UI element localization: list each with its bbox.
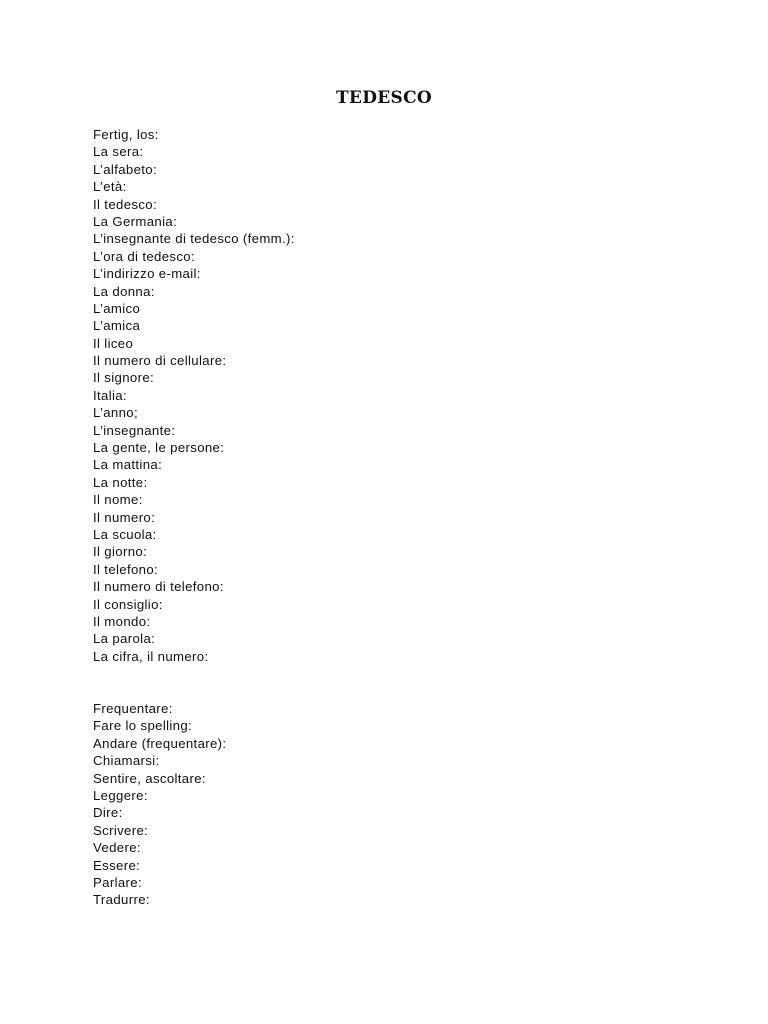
list-item: Andare (frequentare): bbox=[93, 735, 227, 751]
page-title bbox=[0, 86, 768, 110]
list-item: Il signore: bbox=[93, 370, 155, 386]
list-item: Essere: bbox=[93, 857, 141, 873]
list-item: L’indirizzo e-mail: bbox=[93, 266, 201, 282]
list-item: Fare lo spelling: bbox=[93, 718, 193, 734]
list-item: La cifra, il numero: bbox=[93, 648, 209, 664]
list-item: Il giorno: bbox=[93, 544, 148, 560]
list-item: Il tedesco: bbox=[93, 196, 157, 212]
list-item: L’insegnante di tedesco (femm.): bbox=[93, 231, 295, 247]
list-item: Il mondo: bbox=[93, 613, 151, 629]
page-title-text: TEDESCO bbox=[335, 88, 433, 108]
list-item: Vedere: bbox=[93, 840, 141, 856]
list-item: L’anno; bbox=[93, 405, 138, 421]
list-item: Leggere: bbox=[93, 787, 148, 803]
list-item: L’ora di tedesco: bbox=[93, 248, 195, 264]
list-item: La donna: bbox=[93, 283, 155, 299]
list-item: Frequentare: bbox=[93, 701, 173, 716]
list-item: Dire: bbox=[93, 805, 123, 821]
list-item: L’insegnante: bbox=[93, 422, 176, 438]
list-item: La gente, le persone: bbox=[93, 440, 225, 456]
list-item: L’amico bbox=[93, 300, 141, 316]
list-item: Il liceo bbox=[93, 335, 134, 351]
list-item: L’età: bbox=[93, 179, 127, 195]
list-item: Il telefono: bbox=[93, 561, 159, 577]
list-item: La notte: bbox=[93, 474, 148, 490]
noun-vocabulary-list bbox=[93, 126, 295, 665]
list-item: Sentire, ascoltare: bbox=[93, 770, 206, 786]
list-item: Il numero: bbox=[93, 509, 156, 525]
list-item: La sera: bbox=[93, 144, 144, 160]
list-item: Scrivere: bbox=[93, 822, 149, 838]
list-item: Tradurre: bbox=[93, 892, 150, 908]
list-item: Il consiglio: bbox=[93, 596, 163, 612]
list-item: La Germania: bbox=[93, 213, 178, 229]
list-item: La scuola: bbox=[93, 526, 157, 542]
verb-vocabulary-list bbox=[93, 700, 226, 909]
list-item: La parola: bbox=[93, 631, 156, 647]
list-item: La mattina: bbox=[93, 457, 163, 473]
list-item: Parlare: bbox=[93, 874, 142, 890]
list-item: Il nome: bbox=[93, 492, 143, 508]
list-item: Italia: bbox=[93, 387, 127, 403]
list-item: L’alfabeto: bbox=[93, 161, 157, 177]
list-item: Il numero di telefono: bbox=[93, 579, 224, 595]
list-item: Chiamarsi: bbox=[93, 753, 160, 769]
list-item: Il numero di cellulare: bbox=[93, 353, 227, 369]
list-item: Fertig, los: bbox=[93, 127, 159, 142]
list-item: L’amica bbox=[93, 318, 141, 334]
